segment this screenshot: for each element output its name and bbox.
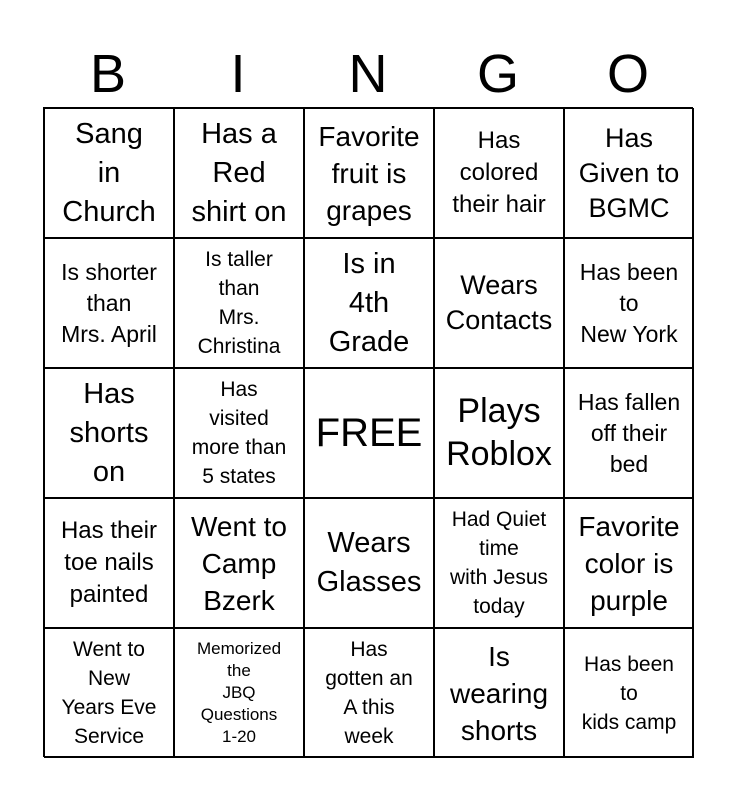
bingo-cell[interactable]: [304, 628, 434, 758]
header-letter-n: N: [348, 44, 388, 104]
bingo-cell[interactable]: [44, 238, 174, 368]
cell-text: Is taller than Mrs. Christina: [197, 248, 281, 358]
cell-text: Went to Camp Bzerk: [191, 510, 287, 616]
bingo-cell[interactable]: [564, 628, 694, 758]
cell-text: Memorized the JBQ Questions 1-20: [196, 639, 282, 746]
cell-text: Had Quiet time with Jesus today: [449, 508, 549, 618]
cell-text: Is shorter than Mrs. April: [61, 258, 157, 347]
bingo-cell[interactable]: [174, 628, 304, 758]
bingo-cell[interactable]: [434, 368, 564, 498]
cell-text: Went to New Years Eve Service: [61, 638, 157, 748]
cell-text: Plays Roblox: [446, 392, 552, 473]
bingo-cell[interactable]: [564, 238, 694, 368]
bingo-cell[interactable]: [174, 238, 304, 368]
bingo-cell[interactable]: [44, 498, 174, 628]
free-space[interactable]: [304, 368, 434, 498]
bingo-board: [43, 107, 693, 757]
cell-text: Wears Glasses: [316, 527, 422, 598]
bingo-cell[interactable]: [434, 108, 564, 238]
bingo-cell[interactable]: [304, 108, 434, 238]
bingo-cell[interactable]: [434, 498, 564, 628]
cell-text: Has been to New York: [579, 258, 679, 347]
cell-text: Is in 4th Grade: [328, 247, 410, 358]
bingo-cell[interactable]: [174, 108, 304, 238]
cell-text: Has gotten an A this week: [325, 638, 413, 748]
cell-text: Has shorts on: [69, 377, 149, 488]
cell-text: Has their toe nails painted: [60, 517, 158, 608]
header-letter-b: B: [89, 44, 127, 104]
cell-text: FREE: [315, 411, 423, 455]
bingo-cell[interactable]: [564, 368, 694, 498]
cell-text: Favorite fruit is grapes: [318, 120, 420, 226]
bingo-cell[interactable]: [304, 238, 434, 368]
bingo-cell[interactable]: [44, 628, 174, 758]
cell-text: Is wearing shorts: [449, 640, 549, 746]
header-letter-o: O: [606, 44, 649, 104]
bingo-cell[interactable]: [564, 498, 694, 628]
cell-text: Sang in Church: [62, 117, 156, 228]
cell-text: Favorite color is purple: [578, 510, 680, 616]
bingo-cell[interactable]: [434, 628, 564, 758]
bingo-cell[interactable]: [434, 238, 564, 368]
bingo-cell[interactable]: [304, 498, 434, 628]
cell-text: Has a Red shirt on: [191, 117, 287, 228]
cell-text: Has fallen off their bed: [577, 388, 681, 477]
bingo-cell[interactable]: [174, 498, 304, 628]
header-letter-i: I: [230, 44, 246, 104]
cell-text: Has Given to BGMC: [578, 122, 680, 223]
bingo-cell[interactable]: [44, 108, 174, 238]
bingo-cell[interactable]: [564, 108, 694, 238]
cell-text: Wears Contacts: [445, 270, 553, 335]
cell-text: Has visited more than 5 states: [191, 378, 287, 488]
bingo-cell[interactable]: [44, 368, 174, 498]
cell-text: Has been to kids camp: [581, 652, 677, 734]
header-letter-g: G: [476, 44, 519, 104]
cell-text: Has colored their hair: [452, 127, 546, 218]
bingo-header: [43, 40, 693, 108]
bingo-cell[interactable]: [174, 368, 304, 498]
